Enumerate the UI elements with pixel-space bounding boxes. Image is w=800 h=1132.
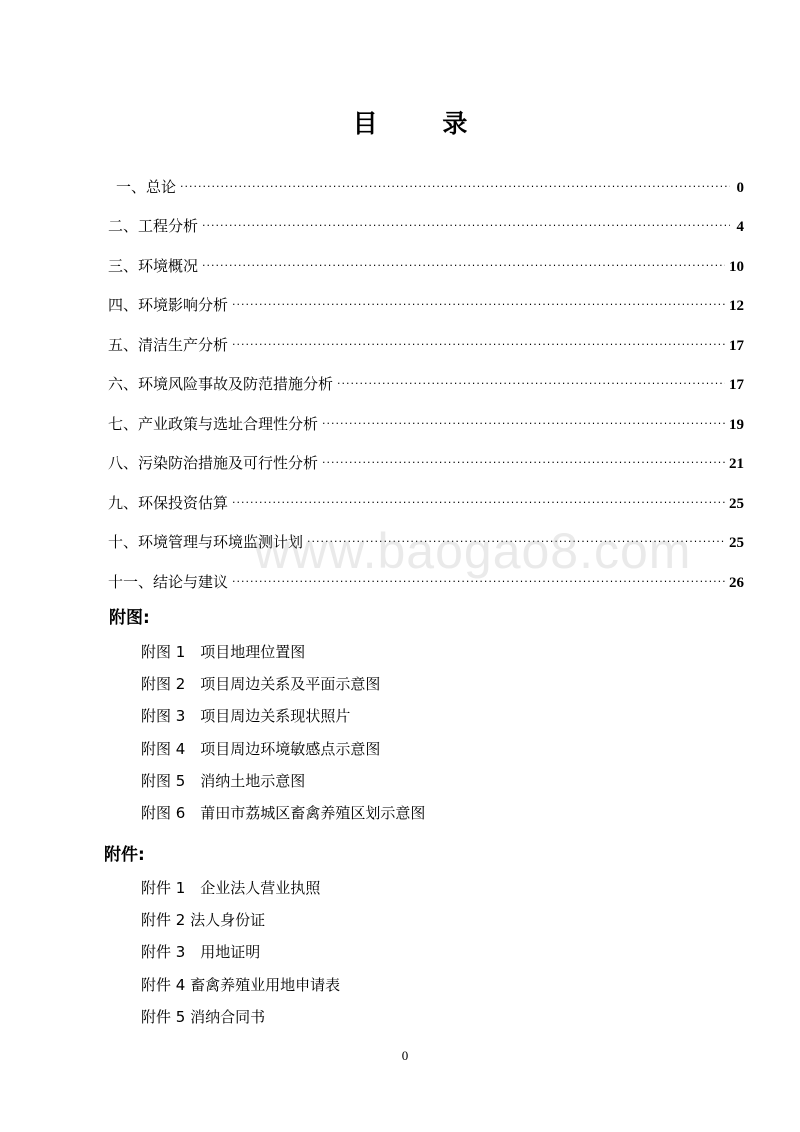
toc-entry[interactable] [108, 197, 744, 237]
toc-dot-leader [232, 298, 725, 311]
toc-entry-page: 25 [729, 535, 744, 551]
toc-entry-page: 19 [729, 416, 744, 433]
toc-dot-leader [322, 417, 725, 430]
toc-entry-page: 4 [736, 219, 744, 235]
toc-entry[interactable] [108, 473, 744, 513]
toc-entry-label: 三、环境概况 [108, 256, 199, 275]
toc-entry-page: 26 [729, 574, 744, 591]
toc-dot-leader [202, 219, 730, 232]
toc-entry-label: 九、环保投资估算 [108, 493, 229, 512]
toc-entry-page: 0 [736, 179, 744, 196]
toc-entry-label: 八、污染防治措施及可行性分析 [108, 454, 319, 472]
toc-entry[interactable] [108, 236, 744, 276]
toc-entry-label: 七、产业政策与选址合理性分析 [108, 414, 319, 433]
toc-dot-leader [180, 180, 730, 193]
attachment-item[interactable]: 附件 2 法人身份证 [141, 910, 266, 929]
toc-entry[interactable] [108, 315, 744, 355]
toc-dot-leader [322, 456, 725, 469]
attachments-heading: 附件: [104, 845, 145, 865]
figure-item[interactable]: 附图 1 项目地理位置图 [141, 642, 306, 661]
figure-item[interactable]: 附图 2 项目周边关系及平面示意图 [141, 674, 381, 693]
attachments-list [141, 871, 340, 1032]
toc-entry-page: 17 [729, 377, 744, 393]
toc-entry[interactable] [108, 157, 744, 197]
toc-title: 目 录 [352, 109, 496, 138]
watermark-text: www.baogao8.com [254, 523, 692, 579]
page-number: 0 [401, 1048, 409, 1063]
toc-dot-leader [202, 259, 725, 272]
toc-entry[interactable] [108, 394, 744, 434]
attachment-item[interactable]: 附件 1 企业法人营业执照 [141, 878, 321, 897]
toc-entry-label: 十、环境管理与环境监测计划 [108, 533, 304, 551]
attachment-item[interactable]: 附件 4 畜禽养殖业用地申请表 [141, 975, 341, 994]
figure-item[interactable]: 附图 6 莆田市荔城区畜禽养殖区划示意图 [141, 804, 426, 823]
attachment-item[interactable]: 附件 3 用地证明 [141, 943, 261, 962]
toc-entry-label: 二、工程分析 [108, 217, 199, 235]
figures-heading: 附图: [109, 608, 150, 628]
figures-list [141, 635, 425, 829]
toc-dot-leader [232, 496, 725, 509]
figure-item[interactable]: 附图 3 项目周边关系现状照片 [141, 707, 351, 726]
toc-dot-leader [232, 338, 725, 351]
toc-entry[interactable] [108, 434, 744, 474]
toc-entry-label: 六、环境风险事故及防范措施分析 [108, 375, 334, 393]
figure-item[interactable]: 附图 4 项目周边环境敏感点示意图 [141, 739, 381, 758]
toc-entry-page: 21 [729, 456, 744, 472]
toc-entry[interactable] [108, 355, 744, 395]
toc-entry-page: 25 [729, 495, 744, 512]
toc-entry[interactable] [108, 276, 744, 316]
toc-entry-page: 12 [729, 298, 744, 314]
toc-entry-label: 十一、结论与建议 [108, 572, 229, 591]
toc-entry-page: 10 [729, 258, 744, 275]
attachment-item[interactable]: 附件 5 消纳合同书 [141, 1007, 266, 1026]
toc-entry-label: 一、总论 [116, 177, 177, 196]
toc-entry-label: 五、清洁生产分析 [108, 335, 229, 354]
toc-dot-leader [337, 377, 725, 390]
figure-item[interactable]: 附图 5 消纳土地示意图 [141, 771, 306, 790]
toc-entry-page: 17 [729, 337, 744, 354]
toc-entry-label: 四、环境影响分析 [108, 296, 229, 314]
